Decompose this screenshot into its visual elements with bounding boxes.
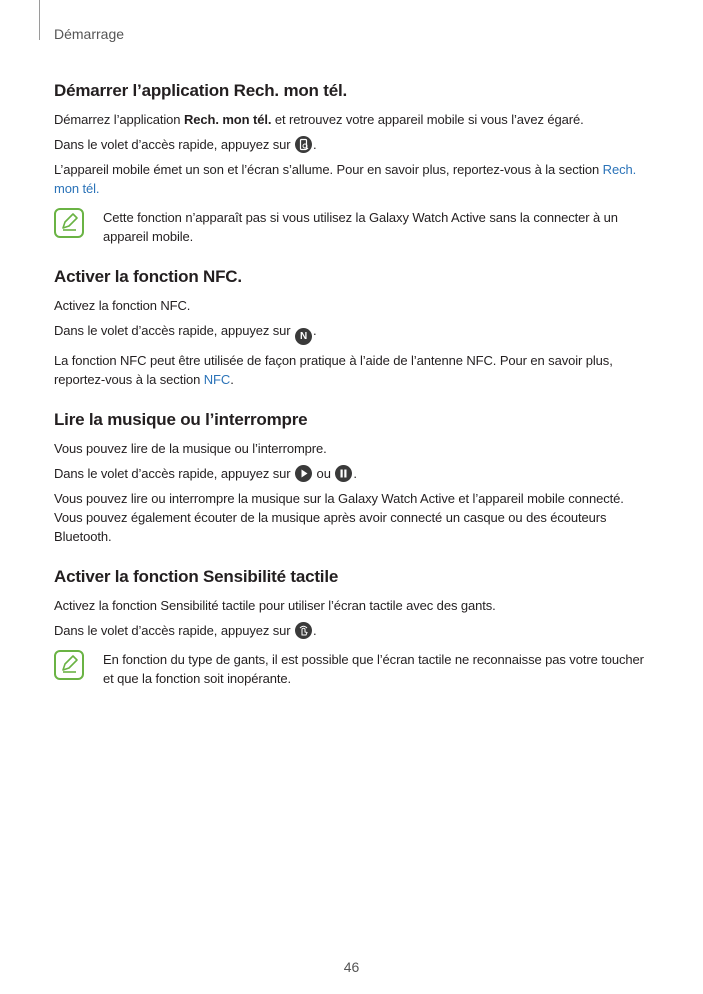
paragraph: Vous pouvez lire de la musique ou l’interrompre.	[54, 441, 327, 456]
paragraph: Activez la fonction NFC.	[54, 298, 191, 313]
section-find-phone	[54, 81, 654, 246]
find-my-phone-icon	[295, 136, 312, 153]
note-text: En fonction du type de gants, il est possible que l’écran tactile ne reconnaisse pas votre toucher et que la fonction soit inopérante.	[103, 652, 644, 686]
note-text: Cette fonction n’apparaît pas si vous utilisez la Galaxy Watch Active sans la connecter à un appareil mobile.	[103, 210, 618, 244]
paragraph: La fonction NFC peut être utilisée de façon pratique à l’aide de l’antenne NFC. Pour en savoir plus, reportez-vous à la section NFC.	[54, 353, 613, 387]
section-title: Lire la musique ou l’interrompre	[54, 410, 308, 429]
note	[54, 650, 654, 688]
paragraph: L’appareil mobile émet un son et l’écran s’allume. Pour en savoir plus, reportez-vous à la section Rech. mon tél.	[54, 162, 637, 196]
section-music	[54, 410, 654, 546]
pause-icon	[335, 465, 352, 482]
paragraph: Démarrez l’application Rech. mon tél. et retrouvez votre appareil mobile si vous l’avez égaré.	[54, 112, 584, 127]
section-nfc	[54, 267, 654, 389]
play-icon	[295, 465, 312, 482]
note-icon	[54, 650, 84, 680]
note	[54, 208, 654, 246]
paragraph: Vous pouvez lire ou interrompre la musique sur la Galaxy Watch Active et l’appareil mobile connecté. Vous pouvez également écouter de la musique après avoir connecté un casque ou des écouteurs Bluetooth.	[54, 491, 624, 544]
app-name: Rech. mon tél.	[183, 112, 272, 127]
paragraph: Dans le volet d’accès rapide, appuyez sur ou .	[54, 466, 357, 481]
section-header: Démarrage	[54, 26, 125, 42]
section-title: Démarrer l’application Rech. mon tél.	[54, 81, 348, 100]
page-number: 46	[343, 959, 360, 975]
note-icon	[54, 208, 84, 238]
section-title: Activer la fonction NFC.	[54, 267, 242, 286]
paragraph: Dans le volet d’accès rapide, appuyez sur .	[54, 137, 317, 152]
touch-sensitivity-icon	[295, 622, 312, 639]
section-touch-sensitivity	[54, 567, 654, 688]
header-rule	[39, 0, 40, 40]
paragraph: Dans le volet d’accès rapide, appuyez sur N .	[54, 321, 654, 345]
page-content	[54, 81, 654, 709]
link-nfc[interactable]: NFC	[203, 372, 231, 387]
nfc-icon: N	[295, 328, 312, 345]
paragraph: Dans le volet d’accès rapide, appuyez sur .	[54, 623, 317, 638]
paragraph: Activez la fonction Sensibilité tactile pour utiliser l’écran tactile avec des gants.	[54, 598, 496, 613]
section-title: Activer la fonction Sensibilité tactile	[54, 567, 339, 586]
link-find-my-phone[interactable]: Rech. mon tél.	[54, 162, 637, 196]
